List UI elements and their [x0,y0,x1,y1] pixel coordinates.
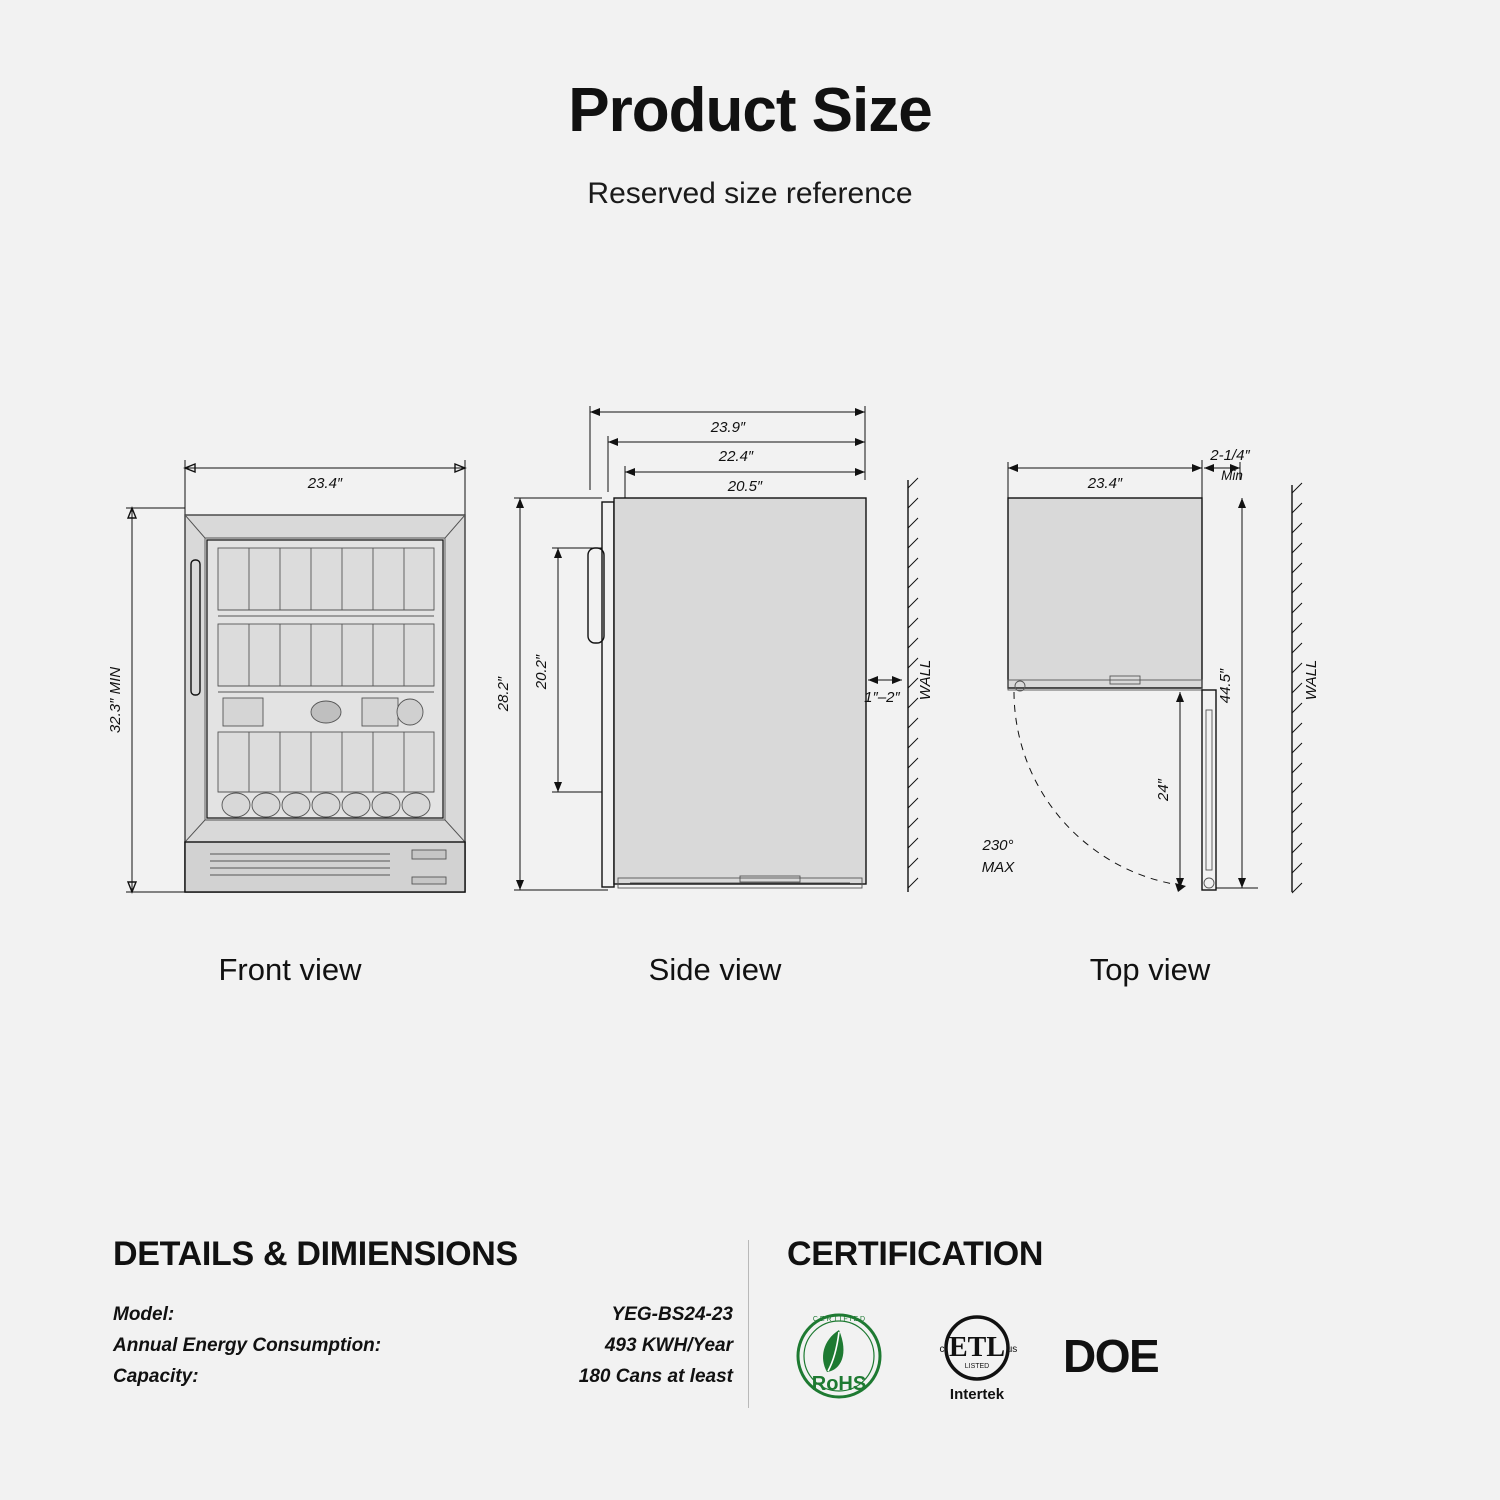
details-block [113,1235,733,1392]
top-swing-note: MAX [981,859,1015,876]
top-clearance-dim: 2-1/4″ [1210,447,1250,464]
page-header [0,0,1500,211]
rohs-sub: C E R T I F I E D [812,1316,866,1323]
detail-label: Capacity: [113,1365,199,1387]
side-gap-dim: 1″–2″ [864,689,900,706]
side-height-total-dim: 28.2″ [495,676,512,712]
rohs-label: RoHS [811,1373,867,1395]
top-swing-angle: 230° [982,837,1014,854]
front-width-dim: 23.4″ [307,475,343,492]
front-view-label: Front view [218,952,362,987]
detail-value: YEG-BS24-23 [611,1304,733,1325]
etl-listed: LISTED [964,1363,990,1370]
etl-label: ETL [948,1332,1006,1363]
section-divider [748,1240,749,1408]
page-title: Product Size [568,76,932,145]
side-depth-mid-dim: 22.4″ [718,448,754,465]
detail-value: 493 KWH/Year [604,1334,733,1356]
detail-label: Model: [113,1304,175,1325]
doe-logo: DOE [1063,1330,1159,1382]
front-height-dim: 32.3″ MIN [107,666,124,734]
detail-row-energy [113,1331,733,1362]
etl-right-mark: us [1006,1344,1018,1355]
top-clearance-note: Min [1221,468,1243,483]
side-view-diagram [490,380,940,1020]
side-height-inner-dim: 20.2″ [533,654,550,690]
certification-block [787,1235,1387,1408]
detail-label: Annual Energy Consumption: [113,1334,382,1356]
top-width-dim: 23.4″ [1087,475,1123,492]
diagram-area [0,380,1500,1040]
top-view-label: Top view [1089,952,1211,987]
front-view-diagram [90,380,490,1020]
detail-row-model [113,1300,733,1331]
top-door-depth-dim: 24″ [1155,779,1172,801]
certification-heading: CERTIFICATION [787,1235,1044,1273]
top-view-diagram [940,380,1360,1020]
side-depth-total-dim: 23.9″ [710,419,746,436]
etl-icon [925,1304,1029,1408]
detail-value: 180 Cans at least [578,1365,733,1387]
page-subtitle: Reserved size reference [587,177,913,211]
rohs-icon [787,1304,891,1408]
top-depth-total-dim: 44.5″ [1217,668,1234,704]
side-wall-label: WALL [917,659,934,701]
side-view-label: Side view [648,952,782,987]
side-depth-body-dim: 20.5″ [727,478,763,495]
top-wall-label: WALL [1303,659,1320,701]
certification-logos [787,1304,1387,1408]
details-heading: DETAILS & DIMIENSIONS [113,1235,518,1273]
detail-row-capacity [113,1362,733,1393]
etl-left-mark: c [939,1344,945,1355]
info-section [0,1235,1500,1465]
etl-sub: Intertek [949,1386,1005,1403]
details-rows [113,1300,733,1392]
